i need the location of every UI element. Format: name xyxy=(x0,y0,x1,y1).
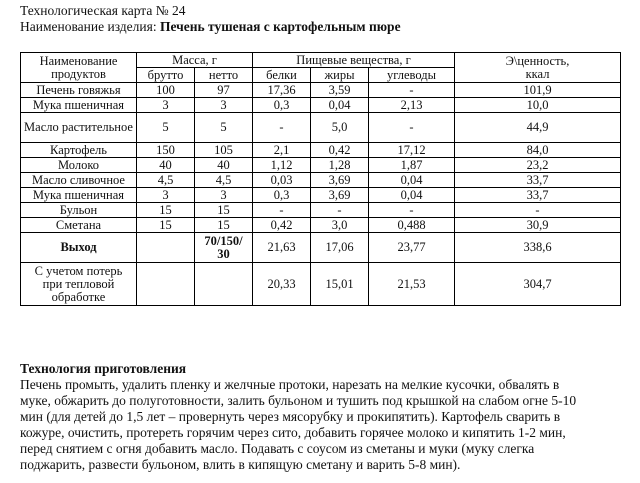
row-fat: 3,0 xyxy=(311,218,369,233)
row-name: Мука пшеничная xyxy=(21,98,137,113)
row-protein: 0,03 xyxy=(253,173,311,188)
loss-brutto xyxy=(137,263,195,306)
row-fat: 5,0 xyxy=(311,113,369,143)
row-netto: 97 xyxy=(195,83,253,98)
product-label: Наименование изделия: xyxy=(20,19,160,34)
row-fat: - xyxy=(311,203,369,218)
row-brutto: 15 xyxy=(137,203,195,218)
table-row xyxy=(21,173,621,188)
row-name: Бульон xyxy=(21,203,137,218)
row-brutto: 15 xyxy=(137,218,195,233)
row-netto: 3 xyxy=(195,188,253,203)
row-energy: 101,9 xyxy=(455,83,621,98)
row-carbs: - xyxy=(369,113,455,143)
row-energy: - xyxy=(455,203,621,218)
row-fat: 3,59 xyxy=(311,83,369,98)
row-brutto: 100 xyxy=(137,83,195,98)
output-carbs: 23,77 xyxy=(369,233,455,263)
row-protein: 0,3 xyxy=(253,188,311,203)
technology-line: Печень промыть, удалить пленку и желчные протоки, нарезать на мелкие кусочки, обвалять в xyxy=(20,377,560,392)
row-protein: - xyxy=(253,203,311,218)
table-row xyxy=(21,83,621,98)
row-fat: 0,04 xyxy=(311,98,369,113)
row-netto: 105 xyxy=(195,143,253,158)
row-brutto: 40 xyxy=(137,158,195,173)
row-brutto: 3 xyxy=(137,98,195,113)
row-carbs: 17,12 xyxy=(369,143,455,158)
row-name: Молоко xyxy=(21,158,137,173)
row-netto: 4,5 xyxy=(195,173,253,188)
output-name: Выход xyxy=(21,233,137,263)
row-protein: - xyxy=(253,113,311,143)
header-carbs: углеводы xyxy=(369,68,455,83)
table-row xyxy=(21,203,621,218)
loss-fat: 15,01 xyxy=(311,263,369,306)
technology-line: муке, обжарить до полуготовности, залить бульоном и тушить под крышкой на слабом огне 5-10 xyxy=(20,393,577,408)
row-carbs: - xyxy=(369,83,455,98)
product-heading xyxy=(20,19,401,35)
table-row xyxy=(21,158,621,173)
row-carbs: 1,87 xyxy=(369,158,455,173)
table-row xyxy=(21,143,621,158)
row-protein: 17,36 xyxy=(253,83,311,98)
loss-netto xyxy=(195,263,253,306)
row-protein: 1,12 xyxy=(253,158,311,173)
row-name: Масло сливочное xyxy=(21,173,137,188)
row-name: Картофель xyxy=(21,143,137,158)
header-protein: белки xyxy=(253,68,311,83)
row-brutto: 4,5 xyxy=(137,173,195,188)
row-netto: 15 xyxy=(195,203,253,218)
row-carbs: 0,488 xyxy=(369,218,455,233)
output-energy: 338,6 xyxy=(455,233,621,263)
row-energy: 10,0 xyxy=(455,98,621,113)
row-brutto: 5 xyxy=(137,113,195,143)
row-energy: 84,0 xyxy=(455,143,621,158)
row-fat: 0,42 xyxy=(311,143,369,158)
row-netto: 40 xyxy=(195,158,253,173)
header-fat: жиры xyxy=(311,68,369,83)
row-carbs: 0,04 xyxy=(369,188,455,203)
loss-energy: 304,7 xyxy=(455,263,621,306)
technology-title: Технология приготовления xyxy=(20,361,187,376)
technology-line: перед снятием с огня добавить масло. Подавать с соусом из сметаны и муки (муку слегка xyxy=(20,441,535,456)
row-carbs: - xyxy=(369,203,455,218)
table-row xyxy=(21,113,621,143)
row-protein: 0,42 xyxy=(253,218,311,233)
output-netto: 70/150/ 30 xyxy=(195,233,253,263)
header-energy-cell: Э\ценность, ккал xyxy=(455,53,621,83)
output-row xyxy=(21,233,621,263)
row-name: Мука пшеничная xyxy=(21,188,137,203)
row-fat: 3,69 xyxy=(311,188,369,203)
output-brutto xyxy=(137,233,195,263)
header-brutto: брутто xyxy=(137,68,195,83)
row-netto: 3 xyxy=(195,98,253,113)
row-protein: 2,1 xyxy=(253,143,311,158)
header-mass: Масса, г xyxy=(137,53,253,68)
technology-text xyxy=(20,377,632,473)
row-netto: 15 xyxy=(195,218,253,233)
header-nutrients: Пищевые вещества, г xyxy=(253,53,455,68)
row-energy: 33,7 xyxy=(455,173,621,188)
row-energy: 30,9 xyxy=(455,218,621,233)
header-netto: нетто xyxy=(195,68,253,83)
loss-protein: 20,33 xyxy=(253,263,311,306)
output-protein: 21,63 xyxy=(253,233,311,263)
row-energy: 23,2 xyxy=(455,158,621,173)
table-row xyxy=(21,98,621,113)
table-row xyxy=(21,188,621,203)
row-protein: 0,3 xyxy=(253,98,311,113)
row-brutto: 3 xyxy=(137,188,195,203)
table-row xyxy=(21,218,621,233)
row-carbs: 2,13 xyxy=(369,98,455,113)
product-name: Печень тушеная с картофельным пюре xyxy=(159,19,401,34)
technology-line: мин (для детей до 1,5 лет – провернуть через мясорубку и прокипятить). Картофель сварить в xyxy=(20,409,561,424)
row-name: Сметана xyxy=(21,218,137,233)
loss-name: С учетом потерь при тепловой обработке xyxy=(21,263,137,306)
table-header-row xyxy=(21,53,621,68)
row-carbs: 0,04 xyxy=(369,173,455,188)
technology-line: поджарить, развести бульоном, влить в кипящую сметану и варить 5-8 мин). xyxy=(20,457,461,472)
row-netto: 5 xyxy=(195,113,253,143)
row-energy: 33,7 xyxy=(455,188,621,203)
recipe-table xyxy=(20,52,621,306)
technology-line: кожуре, очистить, протереть горячим через сито, добавить горячее молоко и кипятить 1-2 мин, xyxy=(20,425,566,440)
row-fat: 1,28 xyxy=(311,158,369,173)
row-energy: 44,9 xyxy=(455,113,621,143)
header-product-cell: Наименование продуктов xyxy=(21,53,137,83)
loss-carbs: 21,53 xyxy=(369,263,455,306)
row-name: Печень говяжья xyxy=(21,83,137,98)
row-fat: 3,69 xyxy=(311,173,369,188)
row-brutto: 150 xyxy=(137,143,195,158)
loss-row xyxy=(21,263,621,306)
row-name: Масло растительное xyxy=(21,113,137,143)
output-fat: 17,06 xyxy=(311,233,369,263)
card-number: Технологическая карта № 24 xyxy=(20,3,186,18)
